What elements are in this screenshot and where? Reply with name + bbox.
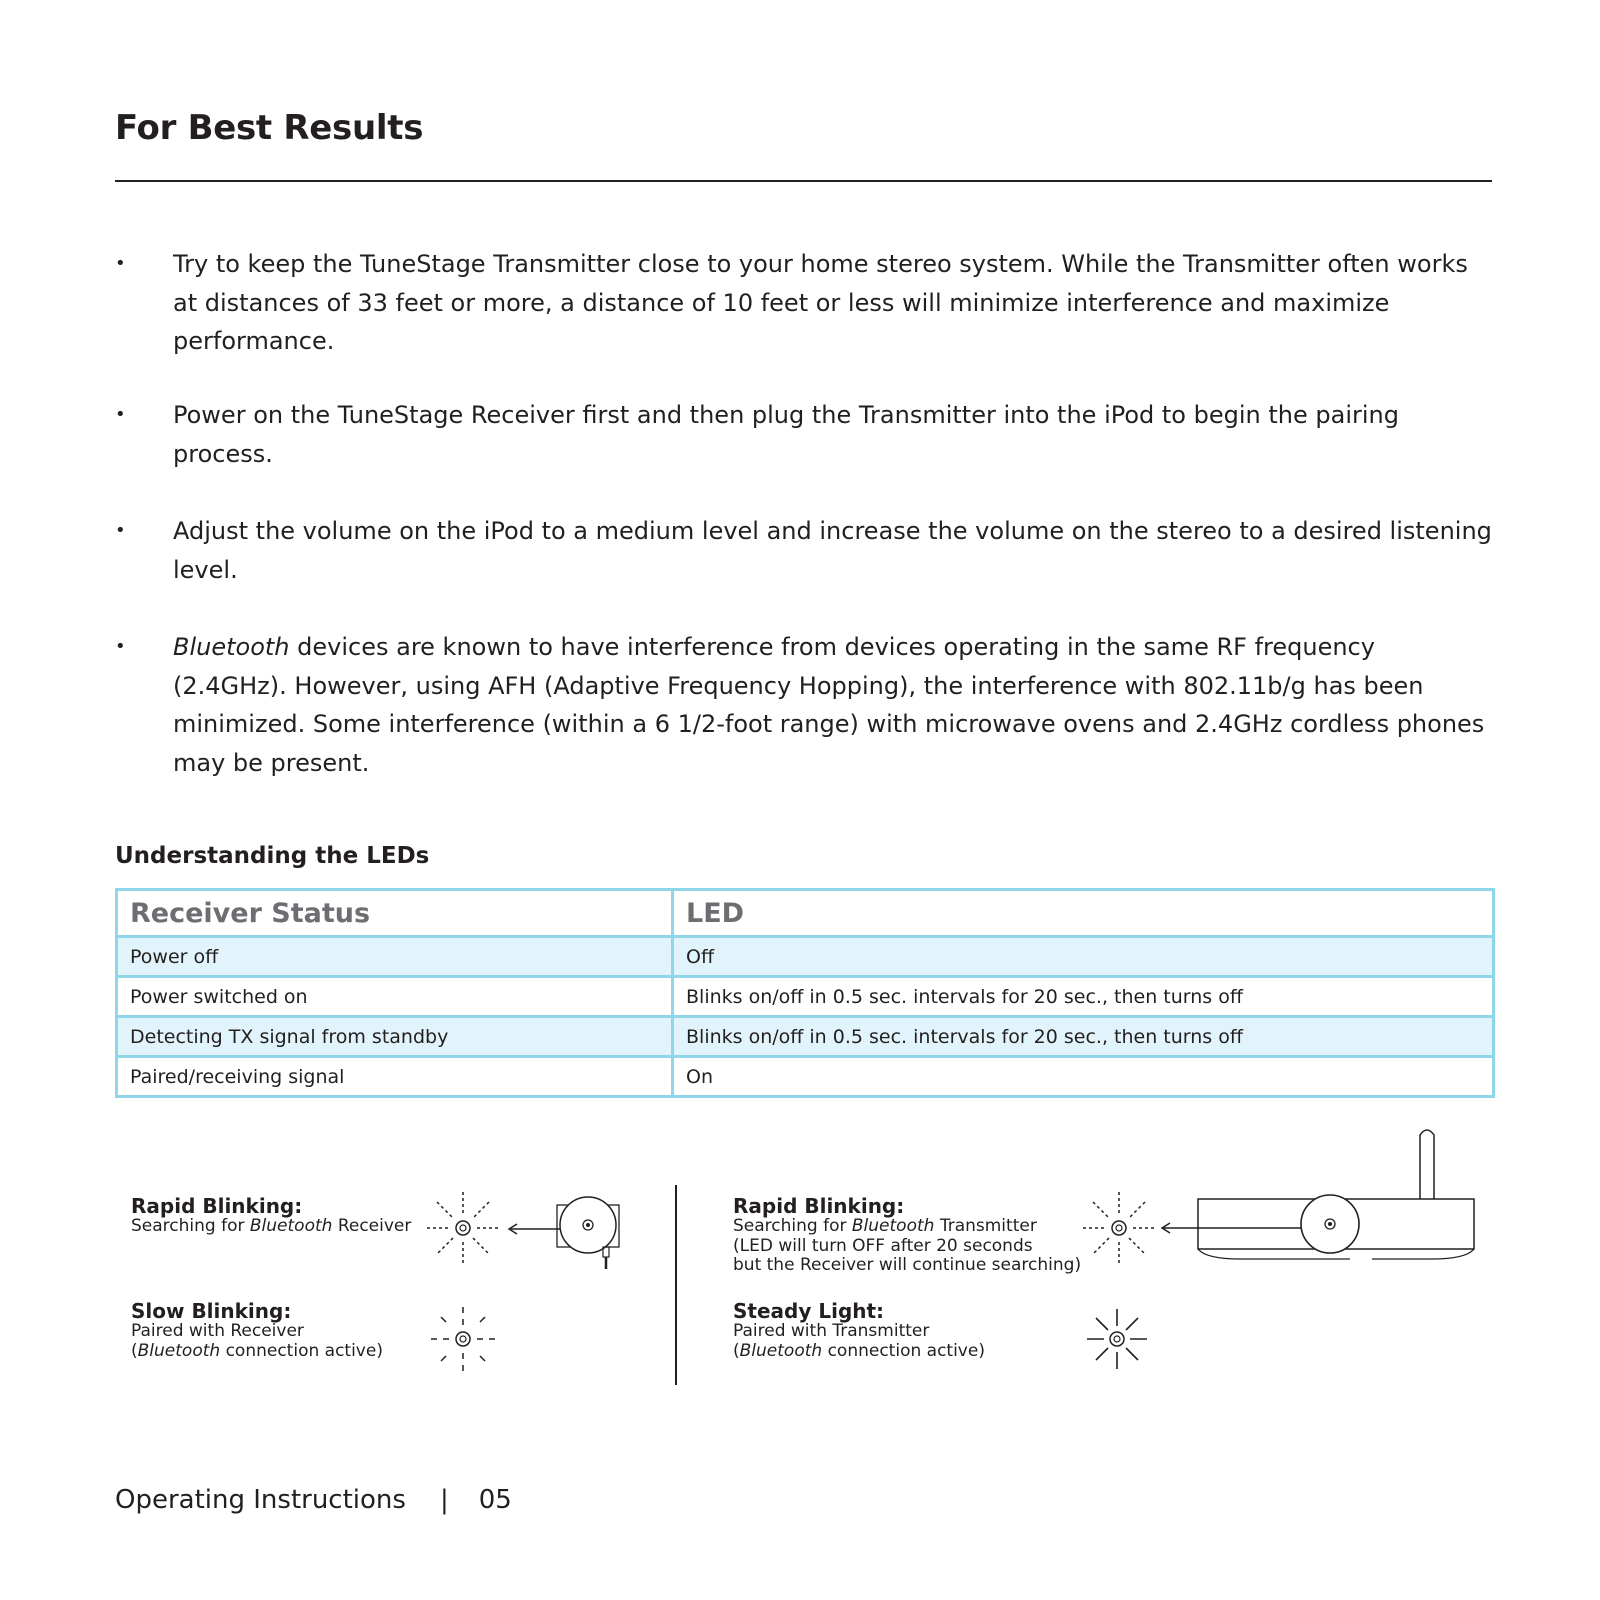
bullet-text: Power on the TuneStage Receiver first and then plug the Transmitter into the iPod to begin the pairing process. <box>173 401 1399 468</box>
slow-blinking-label: Slow Blinking: <box>131 1299 292 1323</box>
desc-text: Searching for <box>733 1216 852 1236</box>
page-number: 05 <box>478 1485 512 1515</box>
bluetooth-term: Bluetooth <box>739 1340 823 1361</box>
right-rapid-blinking <box>733 1195 1081 1276</box>
title-divider <box>115 180 1492 182</box>
desc-text: Transmitter <box>934 1216 1037 1236</box>
bullet-text <box>173 628 1495 782</box>
bullet-text-body: devices are known to have interference from devices operating in the same RF frequency (2.4GHz). However, using AFH (Adaptive Frequency Hopping), the interference with 802.11b/g has been minimized. Some interference (within a 6 1/2-foot range) with microwave ovens and 2.4GHz cordless phones may be present. <box>173 633 1485 777</box>
bullet-text: Try to keep the TuneStage Transmitter close to your home stereo system. While the Transmitter often works at distances of 33 feet or more, a distance of 10 feet or less will minimize interference and maximize performance. <box>173 250 1468 355</box>
status-cell: Paired/receiving signal <box>117 1057 673 1097</box>
desc-text: ( <box>733 1340 740 1361</box>
led-cell: Blinks on/off in 0.5 sec. intervals for 20 sec., then turns off <box>673 1017 1494 1057</box>
list-item <box>115 628 1495 782</box>
desc-text: connection active) <box>822 1340 985 1361</box>
bullet-marker: • <box>115 520 126 541</box>
column-header-led: LED <box>673 890 1494 937</box>
desc-text: connection active) <box>220 1340 383 1361</box>
slow-blinking-desc: Paired with Receiver <box>131 1321 304 1341</box>
desc-text: ( <box>131 1340 138 1361</box>
list-item <box>115 245 1495 361</box>
right-steady-light <box>733 1300 985 1361</box>
status-cell: Detecting TX signal from standby <box>117 1017 673 1057</box>
table-row <box>117 1017 1494 1057</box>
rapid-blink-led-icon <box>1081 1190 1157 1266</box>
bullet-marker: • <box>115 636 126 657</box>
footer-separator: | <box>439 1485 449 1515</box>
list-item <box>115 396 1495 473</box>
bullet-text: Adjust the volume on the iPod to a medium level and increase the volume on the stereo to a desired listening level. <box>173 517 1492 584</box>
rapid-blinking-note: but the Receiver will continue searching) <box>733 1255 1082 1275</box>
status-cell: Power switched on <box>117 977 673 1017</box>
rapid-blinking-label: Rapid Blinking: <box>733 1194 905 1218</box>
bluetooth-term: Bluetooth <box>173 633 290 661</box>
slow-blink-led-icon <box>428 1304 498 1374</box>
receiver-device-icon <box>1160 1125 1480 1265</box>
page-title: For Best Results <box>115 108 424 148</box>
steady-light-label: Steady Light: <box>733 1299 885 1323</box>
steady-light-led-icon <box>1084 1306 1150 1372</box>
steady-light-desc: Paired with Transmitter <box>733 1321 930 1341</box>
rapid-blinking-note: (LED will turn OFF after 20 seconds <box>733 1235 1033 1256</box>
slow-blinking-note <box>131 1342 383 1362</box>
table-row <box>117 937 1494 977</box>
steady-light-note <box>733 1342 985 1362</box>
led-cell: Off <box>673 937 1494 977</box>
rapid-blinking-desc <box>131 1216 411 1236</box>
table-row <box>117 977 1494 1017</box>
led-status-table <box>115 888 1495 1098</box>
led-cell: Blinks on/off in 0.5 sec. intervals for 20 sec., then turns off <box>673 977 1494 1017</box>
footer-section: Operating Instructions <box>115 1485 406 1515</box>
bluetooth-term: Bluetooth <box>249 1216 333 1236</box>
bluetooth-term: Bluetooth <box>137 1340 221 1361</box>
bluetooth-term: Bluetooth <box>851 1216 935 1236</box>
page-footer <box>115 1485 512 1515</box>
leds-heading: Understanding the LEDs <box>115 843 430 869</box>
status-cell: Power off <box>117 937 673 977</box>
bullet-marker: • <box>115 404 126 425</box>
rapid-blinking-desc <box>733 1217 1081 1237</box>
table-row <box>117 1057 1494 1097</box>
list-item <box>115 512 1495 589</box>
desc-text: Searching for <box>131 1216 250 1236</box>
table-header-row <box>117 890 1494 937</box>
bullet-marker: • <box>115 253 126 274</box>
diagram-divider <box>675 1185 677 1385</box>
rapid-blinking-label: Rapid Blinking: <box>131 1194 303 1218</box>
column-header-status: Receiver Status <box>117 890 673 937</box>
led-cell: On <box>673 1057 1494 1097</box>
transmitter-device-icon <box>555 1195 625 1275</box>
left-rapid-blinking <box>131 1195 411 1237</box>
left-slow-blinking <box>131 1300 383 1361</box>
rapid-blink-led-icon <box>425 1190 501 1266</box>
desc-text: Receiver <box>332 1216 412 1236</box>
